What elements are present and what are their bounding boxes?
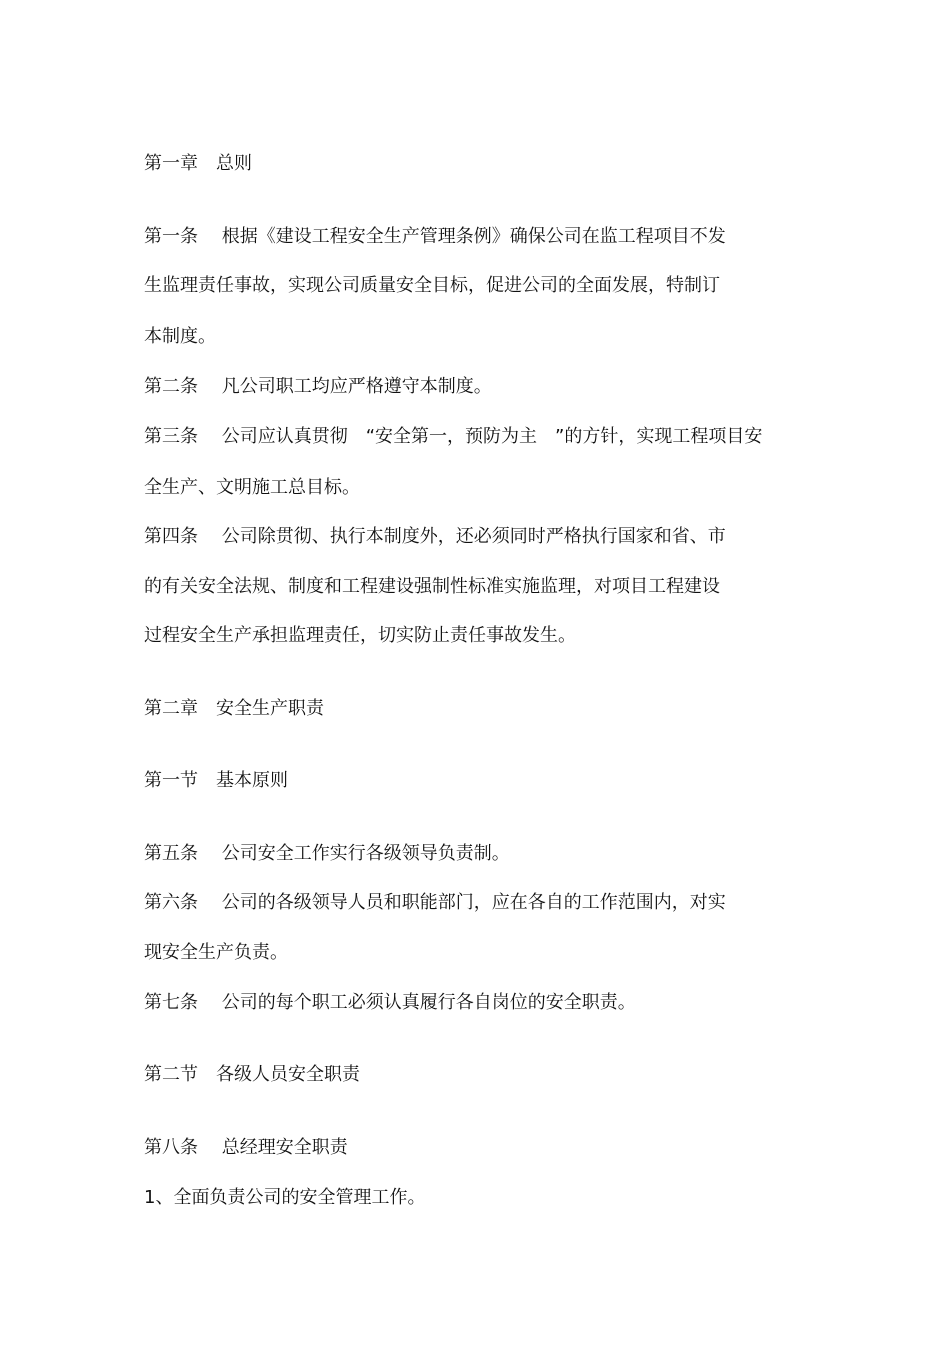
article-1-line-3: 本制度。 bbox=[144, 326, 216, 347]
section-1-heading: 第一节 基本原则 bbox=[144, 770, 288, 791]
article-7: 第七条 公司的每个职工必须认真履行各自岗位的安全职责。 bbox=[144, 992, 636, 1013]
article-8-heading: 第八条 总经理安全职责 bbox=[144, 1137, 348, 1158]
article-1-line-1: 第一条 根据《建设工程安全生产管理条例》确保公司在监工程项目不发 bbox=[144, 226, 726, 247]
article-8-item-1: 1、全面负责公司的安全管理工作。 bbox=[144, 1187, 426, 1208]
chapter-1-heading: 第一章 总则 bbox=[144, 153, 252, 174]
article-4-line-1: 第四条 公司除贯彻、执行本制度外，还必须同时严格执行国家和省、市 bbox=[144, 526, 726, 547]
article-1-line-2: 生监理责任事故，实现公司质量安全目标，促进公司的全面发展，特制订 bbox=[144, 275, 720, 296]
article-6-line-1: 第六条 公司的各级领导人员和职能部门，应在各自的工作范围内，对实 bbox=[144, 892, 726, 913]
article-4-line-3: 过程安全生产承担监理责任，切实防止责任事故发生。 bbox=[144, 625, 576, 646]
article-3-line-2: 全生产、文明施工总目标。 bbox=[144, 477, 360, 498]
article-2: 第二条 凡公司职工均应严格遵守本制度。 bbox=[144, 376, 492, 397]
article-3-line-1: 第三条 公司应认真贯彻 “安全第一，预防为主 ”的方针，实现工程项目安 bbox=[144, 426, 763, 447]
section-2-heading: 第二节 各级人员安全职责 bbox=[144, 1064, 360, 1085]
article-6-line-2: 现安全生产负责。 bbox=[144, 942, 288, 963]
article-4-line-2: 的有关安全法规、制度和工程建设强制性标准实施监理，对项目工程建设 bbox=[144, 576, 720, 597]
article-5: 第五条 公司安全工作实行各级领导负责制。 bbox=[144, 843, 510, 864]
chapter-2-heading: 第二章 安全生产职责 bbox=[144, 698, 324, 719]
